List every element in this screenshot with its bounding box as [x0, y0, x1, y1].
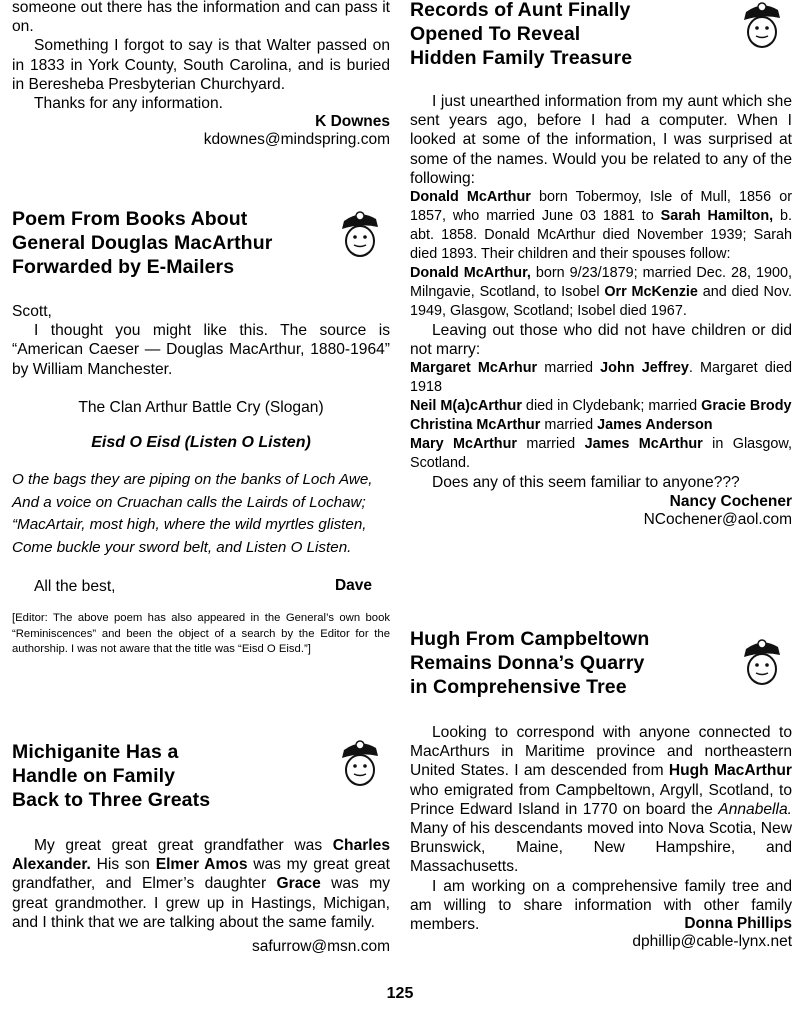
- headline-line: Handle on Family: [12, 765, 176, 787]
- text-run: died in Clydebank; married: [521, 398, 702, 415]
- headline-line: Records of Aunt Finally: [410, 0, 631, 21]
- clansman-mascot-icon: [736, 635, 788, 697]
- person-name: Grace: [276, 875, 321, 893]
- editor-note: [Editor: The above poem has also appeared in the General’s own book “Reminiscences” and been the object of a search by the Editor for the authorship. I was not aware that the title was “Eisd O Eisd.”]: [12, 612, 390, 656]
- text-run: Looking to correspond with anyone connected to MacArthurs in Maritime province and northeastern United States. I am descended from: [410, 724, 792, 780]
- headline-line: Opened To Reveal: [410, 23, 581, 45]
- family-entry: [410, 397, 792, 416]
- poem-article-body: [12, 302, 390, 658]
- text-run: born 9/23/1879; married Dec. 28, 1900, Milngavie, Scotland, to Isobel: [410, 265, 792, 301]
- battle-cry-subtitle: The Clan Arthur Battle Cry (Slogan): [78, 398, 324, 416]
- headline-line: Forwarded by E-Mailers: [12, 256, 235, 278]
- text-run: in Glasgow, Scotland.: [410, 436, 792, 472]
- closing-row: [12, 577, 390, 597]
- aunt-article-header: [410, 0, 792, 70]
- signature-email: safurrow@msn.com: [251, 938, 390, 956]
- page-number: 125: [386, 985, 414, 1002]
- poem-line: “MacArtair, most high, where the wild myrtles glisten,: [12, 516, 367, 534]
- person-name: Sarah Hamilton,: [660, 208, 774, 225]
- salutation: Scott,: [12, 303, 52, 320]
- hugh-article-header: [410, 627, 792, 699]
- text-run: Many of his descendants moved into Nova Scotia, New Brunswick, Maine, New Hampshire, and Massachusetts.: [410, 820, 792, 876]
- person-name: Mary McArthur: [410, 436, 517, 453]
- poem-source-para: I thought you might like this. The source is “American Caeser — Douglas MacArthur, 1880-1964” by William Manchester.: [12, 322, 390, 378]
- person-name: Margaret McArhur: [410, 360, 538, 377]
- text-run: who emigrated from Campbeltown, Argyll, Scotland, to Prince Edward Island in 1770 on board the: [410, 781, 792, 818]
- headline-line: Remains Donna’s Quarry: [410, 652, 645, 674]
- downes-letter-tail: [12, 0, 390, 149]
- person-name: Donald McArthur: [410, 189, 531, 206]
- signature-email: kdownes@mindspring.com: [203, 131, 390, 149]
- closing-text: All the best,: [34, 578, 116, 596]
- question-line: Does any of this seem familiar to anyone???: [432, 474, 740, 492]
- text-run: b. abt. 1858. Donald McArthur died November 1939; Sarah died 1893. Their children and their spouses follow:: [410, 208, 793, 263]
- text-run: married: [537, 360, 601, 377]
- text-run: born Tobermoy, Isle of Mull, 1856 or 1857, who married June 03 1881 to: [410, 189, 792, 225]
- headline-line: General Douglas MacArthur: [12, 232, 273, 254]
- aunt-intro: I just unearthed information from my aunt which she sent years ago, before I had a computer. When I looked at some of the information, I was surprised at some of the names. Would you be related to any of the following:: [410, 93, 792, 187]
- poem-article-header: [12, 207, 390, 279]
- text-run: married: [516, 436, 585, 453]
- intro-para: Something I forgot to say is that Walter passed on in 1833 in York County, South Carolina, and is buried in Beresheba Presbyterian Churchyard.: [12, 37, 390, 93]
- signature-email: dphillip@cable-lynx.net: [632, 933, 792, 951]
- intro-line: someone out there has the information and can pass it on.: [12, 0, 390, 36]
- signature-name: Donna Phillips: [684, 915, 792, 933]
- headline-line: Hidden Family Treasure: [410, 47, 633, 69]
- person-name: Elmer Amos: [155, 856, 248, 874]
- clansman-mascot-icon: [736, 0, 788, 60]
- person-name: Charles Alexander.: [12, 837, 390, 874]
- person-name: Donald McArthur,: [410, 265, 531, 282]
- text-run: My great great great grandfather was: [34, 837, 333, 854]
- michigan-article-body: [12, 836, 390, 956]
- signature-name: K Downes: [315, 113, 390, 131]
- hugh-article-body: [410, 723, 792, 951]
- thanks-line: Thanks for any information.: [34, 95, 223, 113]
- person-name: James Anderson: [597, 417, 713, 434]
- aunt-article-body: [410, 92, 792, 529]
- family-entry: [410, 416, 792, 435]
- person-name: Gracie Brody: [701, 398, 792, 415]
- person-name: Hugh MacArthur: [668, 762, 792, 780]
- hugh-para-2: I am working on a comprehensive family tree and am willing to share information with other family members.: [410, 877, 792, 934]
- family-entry: [410, 359, 792, 397]
- headline-line: Michiganite Has a: [12, 741, 179, 763]
- leaving-out-para: Leaving out those who did not have children or did not marry:: [410, 322, 792, 359]
- text-run: married: [540, 417, 598, 434]
- headline-line: Poem From Books About: [12, 208, 248, 230]
- text-run: and died Nov. 1949, Glasgow, Scotland; Isobel died 1967.: [410, 284, 793, 320]
- poem-line: Come buckle your sword belt, and Listen O Listen.: [12, 538, 352, 556]
- signature-email: NCochener@aol.com: [643, 510, 792, 528]
- closing-name: Dave: [334, 577, 372, 595]
- battle-cry-title: Eisd O Eisd (Listen O Listen): [91, 434, 311, 452]
- hugh-para: [410, 723, 792, 877]
- person-name: Orr McKenzie: [604, 284, 698, 301]
- headline-line: Hugh From Campbeltown: [410, 628, 650, 650]
- poem-line: And a voice on Cruachan calls the Lairds of Lochaw;: [12, 493, 366, 511]
- family-entry: [410, 435, 792, 473]
- text-run: was my great grandmother. I grew up in Hastings, Michigan, and I think that we are talking about the same family.: [12, 875, 390, 931]
- poem-stanza: [12, 469, 390, 559]
- family-entry: [410, 188, 792, 264]
- person-name: James McArthur: [584, 436, 703, 453]
- headline-line: Back to Three Greats: [12, 789, 211, 811]
- person-name: Christina McArthur: [410, 417, 541, 434]
- poem-line: O the bags they are piping on the banks of Loch Awe,: [12, 471, 373, 489]
- text-run: His son: [90, 856, 156, 874]
- person-name: John Jeffrey: [600, 360, 689, 377]
- signature-name: Nancy Cochener: [669, 492, 792, 510]
- family-entry: [410, 264, 792, 321]
- michigan-para: [12, 836, 390, 932]
- headline-line: in Comprehensive Tree: [410, 676, 627, 698]
- michigan-article-header: [12, 740, 390, 812]
- ship-name: Annabella.: [718, 800, 792, 818]
- person-name: Neil M(a)cArthur: [410, 398, 522, 415]
- clansman-mascot-icon: [334, 736, 386, 798]
- text-run: was my great great grandfather, and Elmer’s daughter: [12, 856, 390, 893]
- text-run: . Margaret died 1918: [410, 360, 792, 396]
- clansman-mascot-icon: [334, 207, 386, 269]
